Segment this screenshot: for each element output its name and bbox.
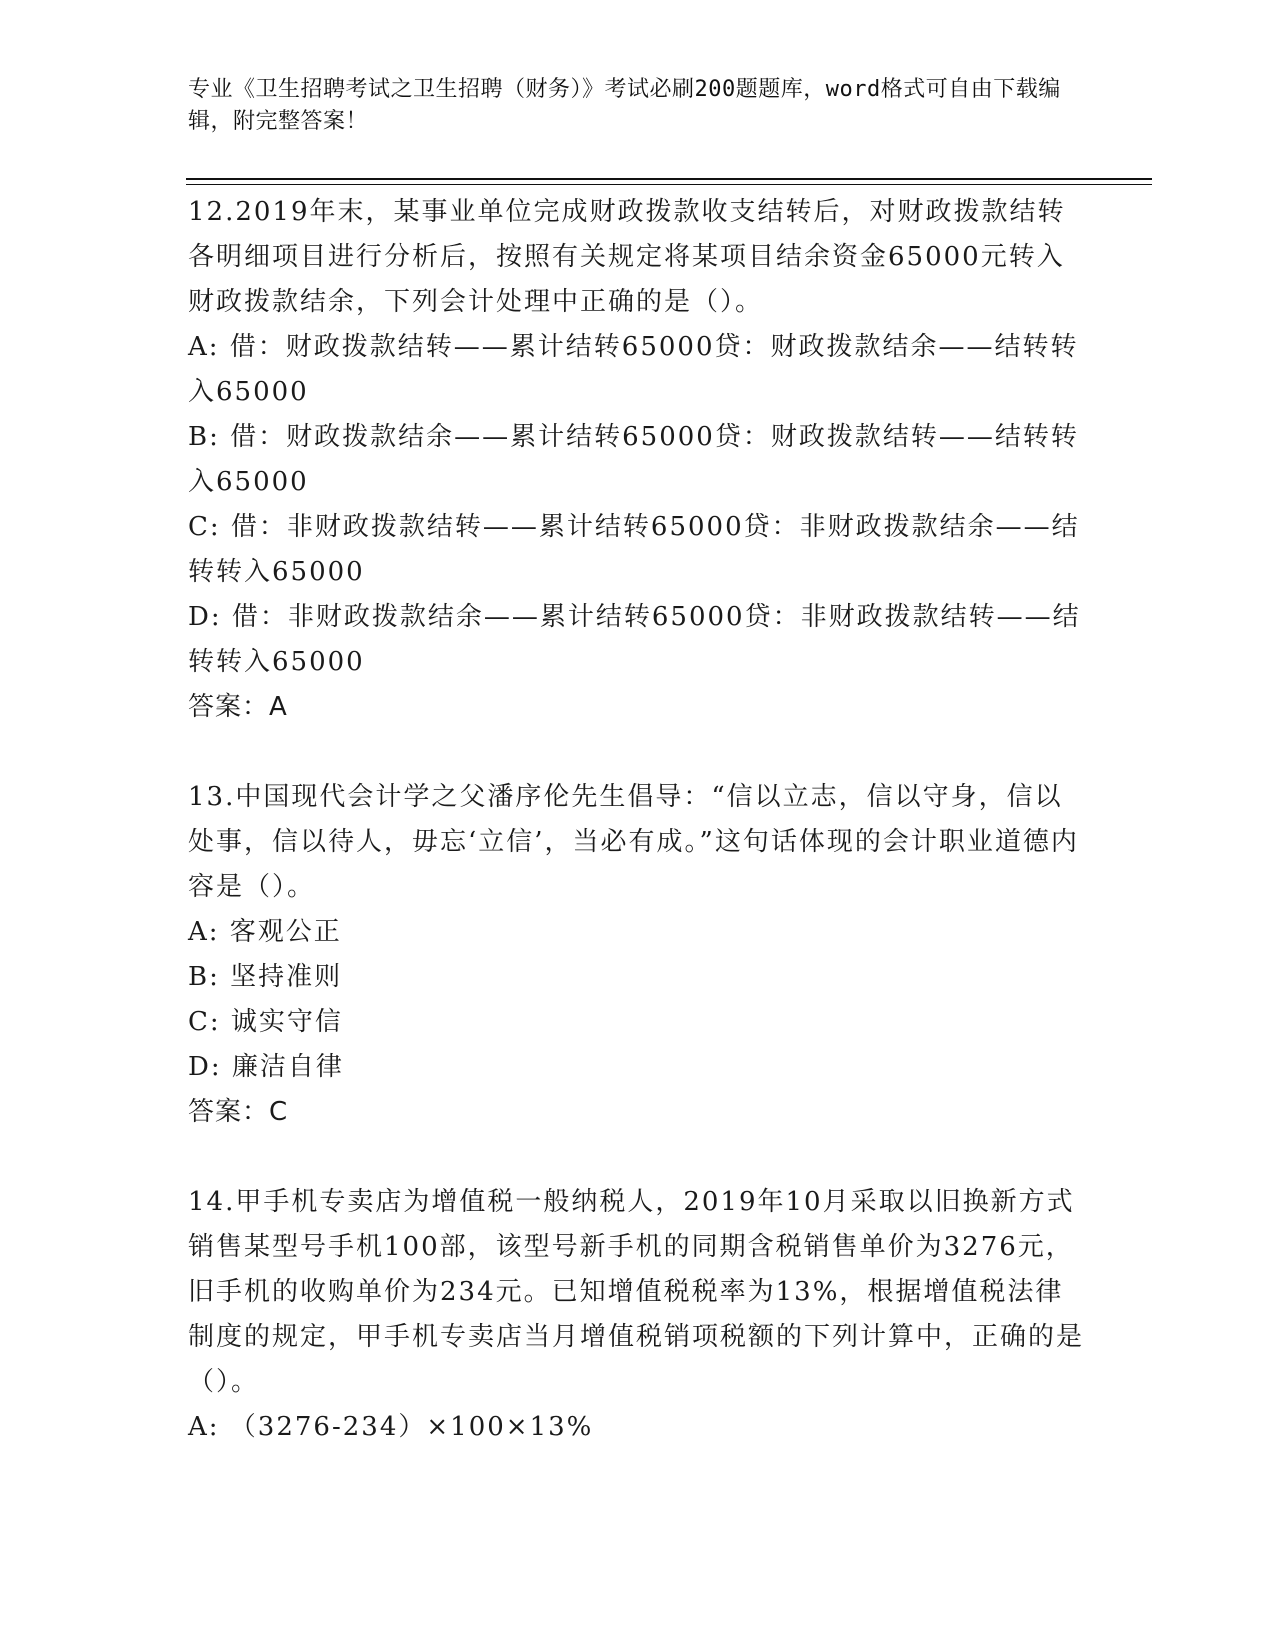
question-13 — [188, 775, 1088, 1135]
option-a: A: 客观公正 — [188, 917, 342, 947]
option-b: B: 坚持准则 — [188, 962, 343, 992]
header-divider-thick — [186, 178, 1152, 180]
question-list — [188, 190, 1088, 1450]
answer-label: 答案：C — [188, 1097, 289, 1127]
header-divider-thin — [186, 184, 1152, 185]
document-header: 专业《卫生招聘考试之卫生招聘（财务）》考试必刷200题题库，word格式可自由下载编辑，附完整答案！ — [188, 77, 1061, 134]
option-d: D: 借：非财政拨款结余——累计结转65000贷：非财政拨款结转——结转转入65000 — [188, 602, 1081, 677]
answer-label: 答案：A — [188, 692, 288, 722]
question-14 — [188, 1180, 1088, 1450]
option-d: D: 廉洁自律 — [188, 1052, 344, 1082]
option-a: A: 借：财政拨款结转——累计结转65000贷：财政拨款结余——结转转入65000 — [188, 332, 1079, 407]
option-c: C: 诚实守信 — [188, 1007, 343, 1037]
option-c: C: 借：非财政拨款结转——累计结转65000贷：非财政拨款结余——结转转入65000 — [188, 512, 1080, 587]
question-stem: 13.中国现代会计学之父潘序伦先生倡导：“信以立志，信以守身，信以处事，信以待人，毋忘‘立信’，当必有成。”这句话体现的会计职业道德内容是（）。 — [188, 782, 1079, 902]
question-stem: 12.2019年末，某事业单位完成财政拨款收支结转后，对财政拨款结转各明细项目进行分析后，按照有关规定将某项目结余资金65000元转入财政拨款结余，下列会计处理中正确的是（）。 — [188, 197, 1066, 317]
question-stem: 14.甲手机专卖店为增值税一般纳税人，2019年10月采取以旧换新方式销售某型号手机100部，该型号新手机的同期含税销售单价为3276元，旧手机的收购单价为234元。已知增值税税率为13%，根据增值税法律制度的规定，甲手机专卖店当月增值税销项税额的下列计算中，正确的是（）。 — [188, 1187, 1085, 1397]
question-12 — [188, 190, 1088, 730]
option-a: A: （3276-234）×100×13% — [188, 1412, 594, 1442]
option-b: B: 借：财政拨款结余——累计结转65000贷：财政拨款结转——结转转入65000 — [188, 422, 1079, 497]
